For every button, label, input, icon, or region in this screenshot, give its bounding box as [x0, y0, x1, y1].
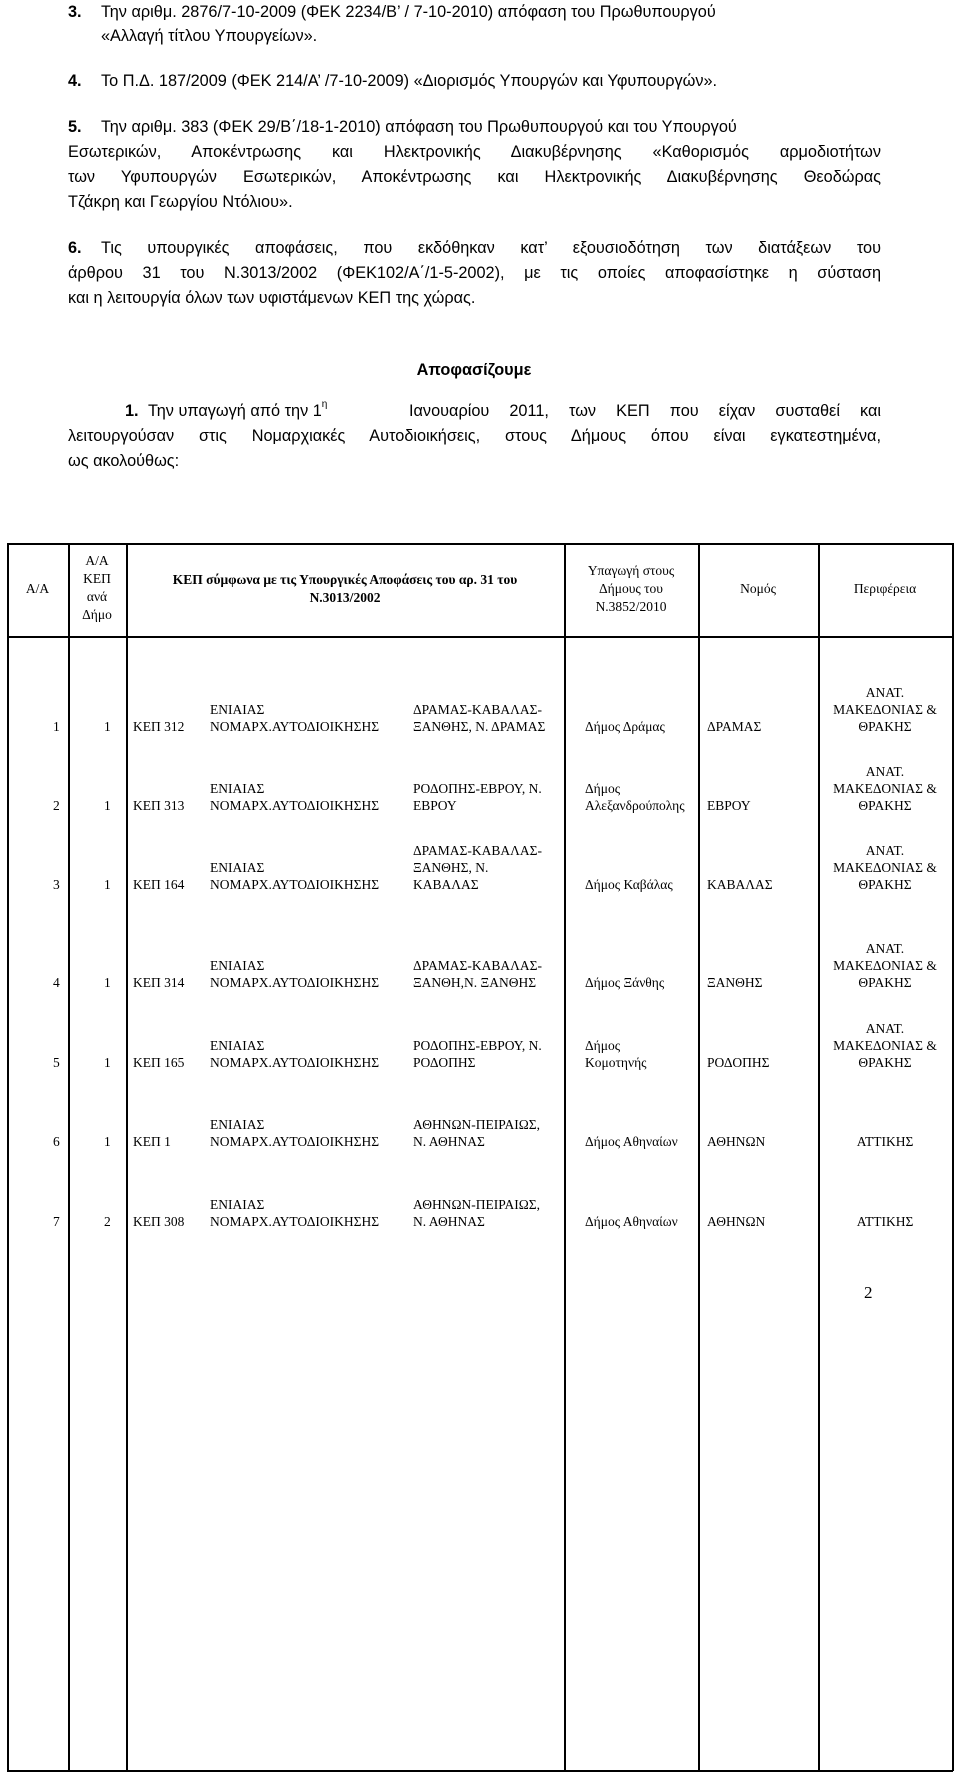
cell-dimos: Δήμος Ξάνθης	[585, 975, 665, 990]
item-6-line-3: και η λειτουργία όλων των υφιστάμενων ΚΕΠ της χώρας.	[68, 289, 476, 307]
item-3-line-2: «Αλλαγή τίτλου Υπουργείων».	[101, 27, 318, 45]
cell-dimos: Δήμος	[585, 781, 621, 796]
item-3-line-1: Την αριθμ. 2876/7-10-2009 (ΦΕΚ 2234/Β’ / 7-10-2010) απόφαση του Πρωθυπουργού	[101, 3, 716, 21]
cell-aa-dimo: 1	[104, 877, 111, 892]
cell-dimos: Κομοτηνής	[585, 1055, 647, 1070]
cell-area: Ν. ΑΘΗΝΑΣ	[413, 1214, 485, 1229]
cell-dimos: Δήμος Αθηναίων	[585, 1134, 678, 1149]
cell-perifereia: ΑΤΤΙΚΗΣ	[856, 1214, 914, 1229]
cell-aa: 4	[53, 975, 60, 990]
cell-nomos: ΑΘΗΝΩΝ	[707, 1134, 766, 1149]
cell-area: ΞΑΝΘΗΣ, Ν. ΔΡΑΜΑΣ	[413, 719, 546, 734]
item-5-number: 5.	[68, 118, 82, 136]
header-perifereia: Περιφέρεια	[853, 581, 917, 596]
cell-perifereia: ΑΝΑΤ. ΜΑΚΕΔΟΝΙΑΣ & ΘΡΑΚΗΣ	[833, 764, 937, 813]
table-col-line	[126, 543, 128, 1771]
cell-perifereia: ΑΝΑΤ. ΜΑΚΕΔΟΝΙΑΣ & ΘΡΑΚΗΣ	[833, 843, 937, 892]
table-col-line	[698, 543, 700, 1771]
decision-heading: Αποφασίζουμε	[416, 361, 532, 379]
cell-area: ΞΑΝΘΗ,Ν. ΞΑΝΘΗΣ	[413, 975, 537, 990]
item-5-line-2: Εσωτερικών, Αποκέντρωσης και Ηλεκτρονικής Διακυβέρνησης «Καθορισμός αρμοδιοτήτων	[68, 143, 881, 161]
cell-aa: 7	[53, 1214, 60, 1229]
item-5-line-3: των Υφυπουργών Εσωτερικών, Αποκέντρωσης και Ηλεκτρονικής Διακυβέρνησης Θεοδώρας	[68, 168, 881, 186]
cell-perifereia: ΑΤΤΙΚΗΣ	[856, 1134, 914, 1149]
header-nomos: Νομός	[740, 581, 776, 596]
cell-area: ΡΟΔΟΠΗΣ	[413, 1055, 476, 1070]
cell-authority: ΝΟΜΑΡΧ.ΑΥΤΟΔΙΟΙΚΗΣΗΣ	[210, 1214, 380, 1229]
cell-kep: ΚΕΠ 314	[133, 975, 185, 990]
cell-area: ΑΘΗΝΩΝ-ΠΕΙΡΑΙΩΣ,	[413, 1197, 541, 1212]
cell-nomos: ΚΑΒΑΛΑΣ	[707, 877, 773, 892]
cell-area: ΔΡΑΜΑΣ-ΚΑΒΑΛΑΣ-	[413, 702, 542, 717]
cell-perifereia: ΑΝΑΤ. ΜΑΚΕΔΟΝΙΑΣ & ΘΡΑΚΗΣ	[833, 685, 937, 734]
cell-kep: ΚΕΠ 313	[133, 798, 185, 813]
item-6-line-2: άρθρου 31 του Ν.3013/2002 (ΦΕΚ102/Α΄/1-5-2002), με τις οποίες αποφασίστηκε η σύσταση	[68, 264, 881, 282]
cell-authority: ΕΝΙΑΙΑΣ	[210, 860, 265, 875]
decision-1-line-1a: Την υπαγωγή από την $1^\eta$	[148, 399, 328, 420]
item-4-number: 4.	[68, 72, 82, 90]
cell-authority: ΕΝΙΑΙΑΣ	[210, 781, 265, 796]
cell-aa-dimo: 2	[104, 1214, 111, 1229]
cell-aa: 1	[53, 719, 60, 734]
cell-nomos: ΕΒΡΟΥ	[707, 798, 751, 813]
cell-aa-dimo: 1	[104, 719, 111, 734]
decision-1-number: 1.	[125, 402, 139, 420]
cell-kep: ΚΕΠ 164	[133, 877, 185, 892]
cell-authority: ΝΟΜΑΡΧ.ΑΥΤΟΔΙΟΙΚΗΣΗΣ	[210, 798, 380, 813]
table-col-line	[564, 543, 566, 1771]
table-border-top	[7, 543, 953, 545]
cell-aa: 2	[53, 798, 60, 813]
cell-aa-dimo: 1	[104, 1055, 111, 1070]
cell-aa: 5	[53, 1055, 60, 1070]
cell-aa: 3	[53, 877, 60, 892]
cell-kep: ΚΕΠ 165	[133, 1055, 185, 1070]
cell-kep: ΚΕΠ 1	[133, 1134, 171, 1149]
cell-dimos: Δήμος Καβάλας	[585, 877, 673, 892]
cell-dimos: Αλεξανδρούπολης	[585, 798, 685, 813]
item-5-line-1: Την αριθμ. 383 (ΦΕΚ 29/Β΄/18-1-2010) απόφαση του Πρωθυπουργού και του Υπουργού	[101, 118, 737, 136]
cell-authority: ΝΟΜΑΡΧ.ΑΥΤΟΔΙΟΙΚΗΣΗΣ	[210, 975, 380, 990]
cell-perifereia: ΑΝΑΤ. ΜΑΚΕΔΟΝΙΑΣ & ΘΡΑΚΗΣ	[833, 1021, 937, 1070]
cell-area: ΔΡΑΜΑΣ-ΚΑΒΑΛΑΣ-	[413, 958, 542, 973]
decision-1-superscript: η	[321, 399, 328, 410]
cell-authority: ΕΝΙΑΙΑΣ	[210, 1117, 265, 1132]
cell-area: ΔΡΑΜΑΣ-ΚΑΒΑΛΑΣ-	[413, 843, 542, 858]
cell-nomos: ΡΟΔΟΠΗΣ	[707, 1055, 770, 1070]
cell-authority: ΝΟΜΑΡΧ.ΑΥΤΟΔΙΟΙΚΗΣΗΣ	[210, 1055, 380, 1070]
cell-area: ΑΘΗΝΩΝ-ΠΕΙΡΑΙΩΣ,	[413, 1117, 541, 1132]
header-aa-kep: Α/Α ΚΕΠ ανά Δήμο	[82, 553, 112, 622]
cell-nomos: ΞΑΝΘΗΣ	[707, 975, 763, 990]
cell-authority: ΕΝΙΑΙΑΣ	[210, 1197, 265, 1212]
cell-aa-dimo: 1	[104, 1134, 111, 1149]
table-header-divider	[7, 636, 953, 638]
cell-aa-dimo: 1	[104, 975, 111, 990]
cell-area: ΚΑΒΑΛΑΣ	[413, 877, 479, 892]
cell-authority: ΕΝΙΑΙΑΣ	[210, 958, 265, 973]
decision-1-line-3: ως ακολούθως:	[68, 452, 180, 470]
item-3-number: 3.	[68, 3, 82, 21]
cell-authority: ΝΟΜΑΡΧ.ΑΥΤΟΔΙΟΙΚΗΣΗΣ	[210, 719, 380, 734]
cell-nomos: ΔΡΑΜΑΣ	[707, 719, 762, 734]
cell-dimos: Δήμος Δράμας	[585, 719, 665, 734]
table-col-line	[952, 543, 954, 1771]
table-col-line	[68, 543, 70, 1771]
cell-authority: ΕΝΙΑΙΑΣ	[210, 702, 265, 717]
item-5-line-4: Τζάκρη και Γεωργίου Ντόλιου».	[68, 193, 293, 211]
item-6-line-1: Τις υπουργικές αποφάσεις, που εκδόθηκαν κατ’ εξουσιοδότηση των διατάξεων του	[101, 239, 881, 257]
decision-1-line-2: λειτουργούσαν στις Νομαρχιακές Αυτοδιοικήσεις, στους Δήμους όπου είναι εγκατεστημένα,	[68, 427, 881, 445]
item-4-text: Το Π.Δ. 187/2009 (ΦΕΚ 214/Α’ /7-10-2009) «Διορισμός Υπουργών και Υφυπουργών».	[101, 72, 718, 90]
cell-authority: ΝΟΜΑΡΧ.ΑΥΤΟΔΙΟΙΚΗΣΗΣ	[210, 1134, 380, 1149]
cell-perifereia: ΑΝΑΤ. ΜΑΚΕΔΟΝΙΑΣ & ΘΡΑΚΗΣ	[833, 941, 937, 990]
cell-aa-dimo: 1	[104, 798, 111, 813]
cell-area: ΡΟΔΟΠΗΣ-ΕΒΡΟΥ, Ν.	[413, 1038, 542, 1053]
cell-kep: ΚΕΠ 312	[133, 719, 185, 734]
item-6-number: 6.	[68, 239, 82, 257]
cell-area: ΕΒΡΟΥ	[413, 798, 457, 813]
cell-aa: 6	[53, 1134, 60, 1149]
cell-kep: ΚΕΠ 308	[133, 1214, 185, 1229]
header-aa: Α/Α	[25, 581, 50, 596]
cell-authority: ΝΟΜΑΡΧ.ΑΥΤΟΔΙΟΙΚΗΣΗΣ	[210, 877, 380, 892]
table-border-bottom	[7, 1770, 953, 1772]
cell-authority: ΕΝΙΑΙΑΣ	[210, 1038, 265, 1053]
cell-area: ΡΟΔΟΠΗΣ-ΕΒΡΟΥ, Ν.	[413, 781, 542, 796]
table-col-line	[7, 543, 9, 1771]
cell-area: ΞΑΝΘΗΣ, Ν.	[413, 860, 489, 875]
cell-area: Ν. ΑΘΗΝΑΣ	[413, 1134, 485, 1149]
cell-dimos: Δήμος Αθηναίων	[585, 1214, 678, 1229]
decision-1-line-1b: Ιανουαρίου 2011, των ΚΕΠ που είχαν συσταθεί και	[409, 402, 881, 420]
cell-nomos: ΑΘΗΝΩΝ	[707, 1214, 766, 1229]
page-number: 2	[864, 1283, 873, 1302]
cell-dimos: Δήμος	[585, 1038, 621, 1053]
header-ypagogi: Υπαγωγή στους Δήμους του Ν.3852/2010	[587, 563, 675, 614]
header-kep: ΚΕΠ σύμφωνα με τις Υπουργικές Αποφάσεις του αρ. 31 του Ν.3013/2002	[172, 572, 518, 605]
